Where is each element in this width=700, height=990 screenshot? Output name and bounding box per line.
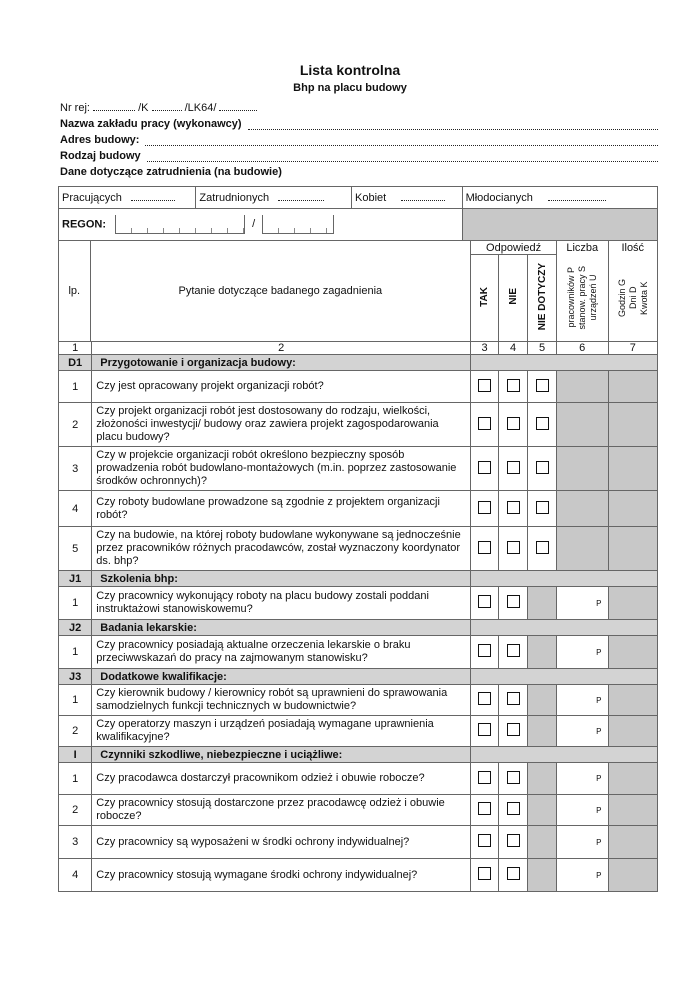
nie-dotyczy-cell — [528, 403, 557, 447]
section-filler — [471, 620, 658, 636]
count-header: Liczba — [556, 241, 608, 255]
row-lp: 1 — [59, 685, 92, 716]
row-lp: 2 — [59, 795, 92, 826]
nie-dotyczy-header — [528, 255, 557, 342]
construction-type-row — [60, 150, 658, 162]
amount-detail-header — [608, 255, 658, 342]
nie-dotyczy-cell — [528, 587, 557, 620]
nie-cell — [499, 763, 528, 795]
tak-cell — [471, 685, 499, 716]
tak-checkbox[interactable] — [478, 834, 491, 847]
col-num-6: 6 — [556, 342, 608, 355]
nie-dotyczy-cell — [528, 859, 557, 892]
nie-checkbox[interactable] — [507, 723, 520, 736]
registration-number — [60, 101, 257, 114]
table-row — [59, 527, 658, 571]
amount-cell — [608, 587, 658, 620]
tak-checkbox[interactable] — [478, 867, 491, 880]
nie-cell — [499, 859, 528, 892]
nie-dotyczy-checkbox[interactable] — [536, 379, 549, 392]
nie-dotyczy-checkbox[interactable] — [536, 417, 549, 430]
nie-header — [499, 255, 528, 342]
count-cell[interactable]: P — [556, 685, 608, 716]
row-lp: 1 — [59, 636, 92, 669]
juveniles-cell — [462, 187, 657, 209]
amount-detail-2: Dni D — [627, 286, 638, 310]
nie-checkbox[interactable] — [507, 461, 520, 474]
nie-checkbox[interactable] — [507, 802, 520, 815]
tak-checkbox[interactable] — [478, 723, 491, 736]
count-cell — [556, 527, 608, 571]
nie-cell — [499, 685, 528, 716]
table-row — [59, 371, 658, 403]
row-question: Czy pracownicy stosują dostarczone przez pracodawcę odzież i obuwie robocze? — [92, 795, 471, 826]
count-cell — [556, 371, 608, 403]
regon-label: REGON: — [62, 218, 106, 231]
tak-cell — [471, 371, 499, 403]
row-question: Czy roboty budowlane prowadzone są zgodnie z projektem organizacji robót? — [92, 491, 471, 527]
col-num-2: 2 — [92, 342, 471, 355]
document-subtitle: Bhp na placu budowy — [293, 82, 407, 94]
amount-cell — [608, 685, 658, 716]
col-num-3: 3 — [471, 342, 499, 355]
section-header — [59, 355, 658, 371]
nie-cell — [499, 491, 528, 527]
nie-checkbox[interactable] — [507, 771, 520, 784]
count-detail-header — [556, 255, 608, 342]
tak-checkbox[interactable] — [478, 541, 491, 554]
amount-cell — [608, 636, 658, 669]
table-row — [59, 587, 658, 620]
section-header — [59, 620, 658, 636]
section-filler — [471, 355, 658, 371]
count-cell[interactable]: P — [556, 859, 608, 892]
tak-checkbox[interactable] — [478, 417, 491, 430]
table-row — [59, 491, 658, 527]
section-filler — [471, 571, 658, 587]
nr-rej-field-3[interactable] — [219, 101, 257, 111]
nie-dotyczy-cell — [528, 527, 557, 571]
col-num-7: 7 — [608, 342, 658, 355]
regon-row — [59, 209, 658, 241]
row-lp: 1 — [59, 587, 92, 620]
women-cell — [352, 187, 463, 209]
count-cell — [556, 491, 608, 527]
nie-label: NIE — [507, 288, 519, 305]
section-code: D1 — [59, 355, 92, 371]
tak-checkbox[interactable] — [478, 771, 491, 784]
row-question: Czy pracownicy wykonujący roboty na placu budowy zostali poddani instruktażowi stanowiskowemu? — [92, 587, 471, 620]
section-header — [59, 747, 658, 763]
tak-checkbox[interactable] — [478, 461, 491, 474]
company-name-row — [60, 118, 658, 130]
regon-field-suffix[interactable] — [262, 215, 334, 234]
count-cell — [556, 403, 608, 447]
answer-header: Odpowiedź — [471, 241, 557, 255]
amount-cell — [608, 403, 658, 447]
table-row — [59, 826, 658, 859]
table-row — [59, 447, 658, 491]
tak-cell — [471, 795, 499, 826]
section-filler — [471, 747, 658, 763]
employed-field[interactable] — [278, 191, 324, 201]
row-lp: 2 — [59, 403, 92, 447]
section-title: Dodatkowe kwalifikacje: — [92, 669, 471, 685]
count-detail-2: stanow. pracy S — [577, 266, 588, 330]
nie-cell — [499, 826, 528, 859]
column-number-row — [59, 342, 658, 355]
row-question: Czy pracodawca dostarczył pracownikom odzież i obuwie robocze? — [92, 763, 471, 795]
row-question: Czy jest opracowany projekt organizacji robót? — [92, 371, 471, 403]
workers-cell — [59, 187, 196, 209]
question-header: Pytanie dotyczące badanego zagadnienia — [178, 285, 383, 297]
row-lp: 2 — [59, 716, 92, 747]
document-title: Lista kontrolna — [299, 62, 401, 78]
nie-dotyczy-cell — [528, 447, 557, 491]
section-code: I — [59, 747, 92, 763]
nie-cell — [499, 371, 528, 403]
nr-rej-label: Nr rej: — [60, 102, 90, 114]
nie-dotyczy-label: NIE DOTYCZY — [536, 262, 548, 331]
company-name-label: Nazwa zakładu pracy (wykonawcy) — [60, 118, 242, 130]
row-question: Czy pracownicy posiadają aktualne orzeczenia lekarskie o braku przeciwwskazań do pracy na zajmowanym stanowisku? — [92, 636, 471, 669]
nie-checkbox[interactable] — [507, 501, 520, 514]
nie-checkbox[interactable] — [507, 692, 520, 705]
tak-cell — [471, 716, 499, 747]
tak-checkbox[interactable] — [478, 802, 491, 815]
section-code: J3 — [59, 669, 92, 685]
amount-cell — [608, 527, 658, 571]
tak-cell — [471, 587, 499, 620]
workers-field[interactable] — [131, 191, 175, 201]
tak-cell — [471, 859, 499, 892]
row-lp: 3 — [59, 447, 92, 491]
row-question: Czy projekt organizacji robót jest dostosowany do rodzaju, wielkości, złożoności inwestycji/ budowy oraz zawiera projekt zagospodarowania placu budowy? — [92, 403, 471, 447]
row-question: Czy w projekcie organizacji robót określono bezpieczny sposób prowadzenia robót budowlano-montażowych (m.in. poprzez zastosowanie środków ochronnych)? — [92, 447, 471, 491]
amount-cell — [608, 859, 658, 892]
amount-detail-3: Kwota K — [638, 281, 649, 315]
section-code: J1 — [59, 571, 92, 587]
section-filler — [471, 669, 658, 685]
section-header — [59, 571, 658, 587]
nr-rej-field-1[interactable] — [93, 101, 135, 111]
tak-checkbox[interactable] — [478, 595, 491, 608]
tak-cell — [471, 763, 499, 795]
count-cell[interactable]: P — [556, 636, 608, 669]
nie-cell — [499, 636, 528, 669]
employment-data-label: Dane dotyczące zatrudnienia (na budowie) — [60, 166, 282, 178]
section-code: J2 — [59, 620, 92, 636]
tak-checkbox[interactable] — [478, 501, 491, 514]
table-row — [59, 795, 658, 826]
tak-checkbox[interactable] — [478, 692, 491, 705]
table-row — [59, 403, 658, 447]
company-name-field[interactable] — [248, 120, 658, 130]
count-cell[interactable]: P — [556, 716, 608, 747]
construction-type-label: Rodzaj budowy — [60, 150, 141, 162]
nie-checkbox[interactable] — [507, 595, 520, 608]
checklist-table — [58, 186, 658, 892]
nie-dotyczy-checkbox[interactable] — [536, 501, 549, 514]
juveniles-label: Młodocianych — [465, 192, 533, 204]
tak-cell — [471, 403, 499, 447]
tak-checkbox[interactable] — [478, 379, 491, 392]
nie-checkbox[interactable] — [507, 417, 520, 430]
section-title: Czynniki szkodliwe, niebezpieczne i uciążliwe: — [92, 747, 471, 763]
nie-dotyczy-checkbox[interactable] — [536, 461, 549, 474]
answer-group-header — [59, 241, 658, 255]
count-cell — [556, 447, 608, 491]
nr-rej-field-2[interactable] — [152, 101, 182, 111]
row-question: Czy na budowie, na której roboty budowlane wykonywane są jednocześnie przez pracowników różnych pracodawców, został wyznaczony koordynator ds. bhp? — [92, 527, 471, 571]
nie-checkbox[interactable] — [507, 644, 520, 657]
amount-cell — [608, 447, 658, 491]
row-question: Czy pracownicy stosują wymagane środki ochrony indywidualnej? — [92, 859, 471, 892]
tak-cell — [471, 826, 499, 859]
regon-cell — [59, 209, 463, 241]
tak-checkbox[interactable] — [478, 644, 491, 657]
tak-cell — [471, 491, 499, 527]
amount-cell — [608, 716, 658, 747]
nie-cell — [499, 587, 528, 620]
row-lp: 5 — [59, 527, 92, 571]
site-address-row — [60, 134, 658, 146]
table-row — [59, 685, 658, 716]
count-detail-1: pracowników P — [566, 267, 577, 329]
tak-cell — [471, 527, 499, 571]
nie-dotyczy-cell — [528, 685, 557, 716]
nie-cell — [499, 527, 528, 571]
employed-label: Zatrudnionych — [199, 192, 270, 204]
nie-cell — [499, 716, 528, 747]
row-lp: 1 — [59, 371, 92, 403]
table-row — [59, 763, 658, 795]
table-row — [59, 636, 658, 669]
row-question: Czy kierownik budowy / kierownicy robót są uprawnieni do sprawowania samodzielnych funkcji technicznych w budownictwie? — [92, 685, 471, 716]
count-cell[interactable]: P — [556, 763, 608, 795]
lp-header: lp. — [59, 241, 90, 341]
count-cell[interactable]: P — [556, 587, 608, 620]
section-header — [59, 669, 658, 685]
nie-checkbox[interactable] — [507, 867, 520, 880]
tak-header — [471, 255, 499, 342]
amount-header: Ilość — [608, 241, 658, 255]
nr-lk-label: /LK64/ — [184, 102, 217, 114]
amount-cell — [608, 371, 658, 403]
nie-cell — [499, 403, 528, 447]
count-detail-3: urządzeń U — [588, 274, 599, 321]
nie-dotyczy-checkbox[interactable] — [536, 541, 549, 554]
section-title: Badania lekarskie: — [92, 620, 471, 636]
row-lp: 4 — [59, 491, 92, 527]
site-address-label: Adres budowy: — [60, 134, 140, 146]
amount-cell — [608, 491, 658, 527]
section-title: Przygotowanie i organizacja budowy: — [92, 355, 471, 371]
col-num-5: 5 — [528, 342, 557, 355]
nie-dotyczy-cell — [528, 826, 557, 859]
amount-cell — [608, 826, 658, 859]
nie-cell — [499, 795, 528, 826]
row-question: Czy pracownicy są wyposażeni w środki ochrony indywidualnej? — [92, 826, 471, 859]
amount-cell — [608, 763, 658, 795]
employed-cell — [196, 187, 352, 209]
regon-gray-cell — [462, 209, 657, 241]
row-lp: 4 — [59, 859, 92, 892]
row-lp: 1 — [59, 763, 92, 795]
nr-k-label: /K — [138, 102, 149, 114]
nie-dotyczy-cell — [528, 636, 557, 669]
count-cell[interactable]: P — [556, 795, 608, 826]
regon-field-main[interactable] — [115, 215, 245, 234]
amount-detail-1: Godzin G — [616, 278, 627, 317]
tak-cell — [471, 447, 499, 491]
workers-label: Pracujących — [62, 192, 122, 204]
nie-checkbox[interactable] — [507, 379, 520, 392]
row-question: Czy operatorzy maszyn i urządzeń posiadają wymagane uprawnienia kwalifikacyjne? — [92, 716, 471, 747]
nie-dotyczy-cell — [528, 371, 557, 403]
employment-counts-row — [59, 187, 658, 209]
row-lp: 3 — [59, 826, 92, 859]
nie-dotyczy-cell — [528, 763, 557, 795]
nie-cell — [499, 447, 528, 491]
section-title: Szkolenia bhp: — [92, 571, 471, 587]
women-label: Kobiet — [355, 192, 387, 204]
construction-type-field[interactable] — [147, 152, 658, 162]
tak-cell — [471, 636, 499, 669]
nie-dotyczy-cell — [528, 716, 557, 747]
juveniles-field[interactable] — [548, 191, 606, 201]
col-num-4: 4 — [499, 342, 528, 355]
women-field[interactable] — [401, 191, 445, 201]
table-row — [59, 716, 658, 747]
nie-checkbox[interactable] — [507, 541, 520, 554]
col-num-1: 1 — [59, 342, 92, 355]
table-row — [59, 859, 658, 892]
regon-slash: / — [252, 218, 256, 231]
question-header-cell — [59, 241, 471, 342]
nie-checkbox[interactable] — [507, 834, 520, 847]
nie-dotyczy-cell — [528, 795, 557, 826]
count-cell[interactable]: P — [556, 826, 608, 859]
amount-cell — [608, 795, 658, 826]
site-address-field[interactable] — [145, 136, 658, 146]
nie-dotyczy-cell — [528, 491, 557, 527]
tak-label: TAK — [479, 286, 491, 307]
employment-data-row — [60, 166, 658, 178]
